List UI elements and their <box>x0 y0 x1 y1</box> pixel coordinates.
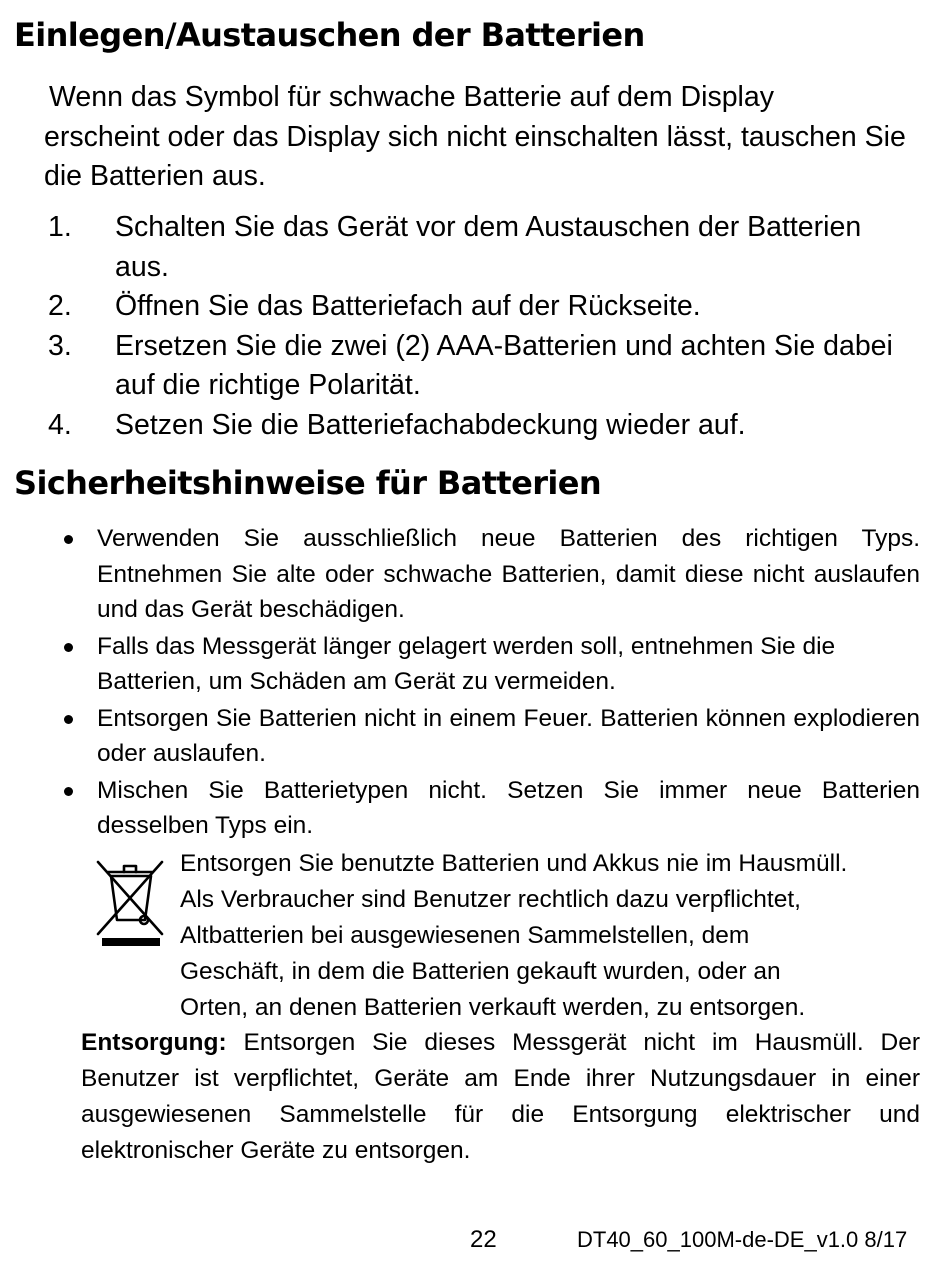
weee-battery-notice <box>180 846 940 1026</box>
weee-line: Entsorgen Sie benutzte Batterien und Akkus nie im Hausmüll. <box>180 850 848 877</box>
safety-bullet-item <box>0 773 920 844</box>
safety-bullet-item <box>0 629 920 700</box>
weee-line: Orten, an denen Batterien verkauft werden, zu entsorgen. <box>180 994 806 1021</box>
crossed-out-wheelie-bin-icon <box>94 856 168 948</box>
safety-bullet-item <box>0 521 920 628</box>
disposal-text: Entsorgen Sie dieses Messgerät nicht im Hausmüll. Der Benutzer ist verpflichtet, Geräte am Ende ihrer Nutzungsdauer in einer ausgewiesenen Sammelstelle für die Entsorgung elektrischer und elektronischer Geräte zu entsorgen. <box>81 1029 920 1164</box>
section-title-battery-replacement: Einlegen/Austauschen der Batterien <box>14 16 645 54</box>
bullet-text: Falls das Messgerät länger gelagert werden soll, entnehmen Sie die Batterien, um Schäden am Gerät zu vermeiden. <box>97 632 836 695</box>
step-item <box>0 327 905 406</box>
disposal-paragraph <box>81 1025 920 1169</box>
intro-line-1: Wenn das Symbol für schwache Batterie auf dem Display <box>49 81 774 113</box>
bullet-text: Mischen Sie Batterietypen nicht. Setzen Sie immer neue Batterien desselben Typs ein. <box>97 776 920 839</box>
disposal-label: Entsorgung: <box>81 1029 227 1056</box>
bullet-icon <box>64 535 73 544</box>
page-number: 22 <box>470 1226 497 1253</box>
safety-bullet-item <box>0 701 920 772</box>
bullet-text: Entsorgen Sie Batterien nicht in einem Feuer. Batterien können explodieren oder auslaufen. <box>97 704 920 767</box>
intro-rest: erscheint oder das Display sich nicht einschalten lässt, tauschen Sie die Batterien aus. <box>44 120 906 192</box>
step-number: 3. <box>48 329 72 362</box>
step-number: 2. <box>48 290 72 322</box>
replacement-steps-list <box>0 208 950 445</box>
weee-line: Als Verbraucher sind Benutzer rechtlich dazu verpflichtet, <box>180 886 801 913</box>
document-id: DT40_60_100M-de-DE_v1.0 8/17 <box>577 1227 908 1252</box>
step-text: Schalten Sie das Gerät vor dem Austauschen der Batterien aus. <box>115 211 862 283</box>
safety-bullet-list <box>0 521 950 845</box>
weee-line: Altbatterien bei ausgewiesenen Sammelstellen, dem <box>180 922 750 949</box>
section-title-battery-safety: Sicherheitshinweise für Batterien <box>14 464 602 502</box>
bullet-text: Verwenden Sie ausschließlich neue Batterien des richtigen Typs. Entnehmen Sie alte oder schwache Batterien, damit diese nicht auslaufen und das Gerät beschädigen. <box>97 525 920 623</box>
bullet-icon <box>64 787 73 796</box>
step-item <box>0 287 905 327</box>
step-item <box>0 406 905 446</box>
step-text: Öffnen Sie das Batteriefach auf der Rückseite. <box>115 290 701 322</box>
step-number: 4. <box>48 408 72 441</box>
bullet-icon <box>64 715 73 724</box>
weee-line: Geschäft, in dem die Batterien gekauft wurden, oder an <box>180 958 781 985</box>
step-item <box>0 208 905 287</box>
step-text: Ersetzen Sie die zwei (2) AAA-Batterien und achten Sie dabei auf die richtige Polarität. <box>115 329 893 401</box>
step-text: Setzen Sie die Batteriefachabdeckung wieder auf. <box>115 408 746 441</box>
bullet-icon <box>64 643 73 652</box>
step-number: 1. <box>48 211 72 243</box>
intro-paragraph <box>44 78 934 197</box>
